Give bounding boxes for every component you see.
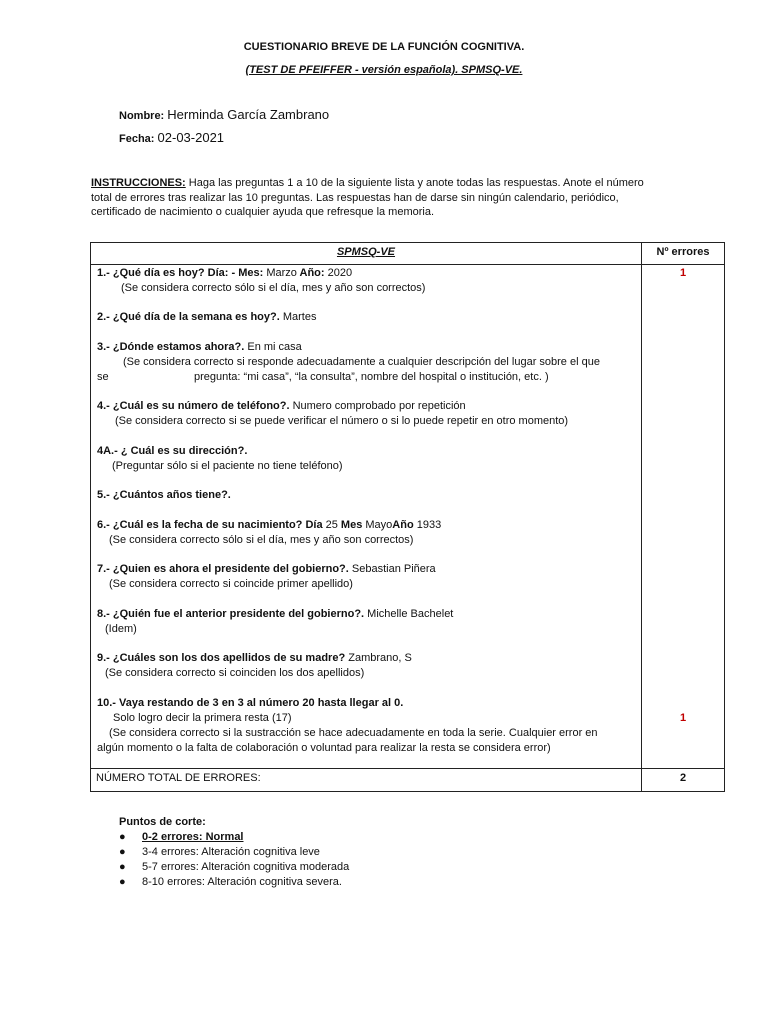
questions-cell: [91, 265, 642, 769]
question-2: 2.- ¿Qué día de la semana es hoy?. Martes: [97, 311, 317, 323]
bullet-icon: ●: [119, 846, 126, 858]
answer-8: Michelle Bachelet: [364, 608, 454, 620]
note-3-line-2b: pregunta: “mi casa”, “la consulta”, nombre del hospital o institución, etc. ): [194, 371, 549, 383]
bullet-icon: ●: [119, 861, 126, 873]
answer-9: Zambrano, S: [345, 652, 412, 664]
name-label: Nombre:: [119, 110, 165, 122]
total-errors-value: 2: [642, 769, 725, 792]
name-row: [119, 107, 329, 122]
note-9: (Se considera correcto si coinciden los dos apellidos): [105, 667, 365, 679]
answer-6-month: Mayo: [365, 519, 393, 531]
instructions: [91, 176, 691, 220]
note-7: (Se considera correcto si coincide primer apellido): [109, 578, 353, 590]
document-subtitle: (TEST DE PFEIFFER - versión española). SPMSQ-VE.: [245, 64, 523, 76]
name-value: Herminda García Zambrano: [167, 107, 330, 122]
date-label: Fecha:: [119, 133, 155, 145]
answer-3: En mi casa: [244, 341, 302, 353]
note-4a: (Preguntar sólo si el paciente no tiene teléfono): [112, 460, 343, 472]
instructions-line-3: certificado de nacimiento o cualquier ayuda que refresque la memoria.: [91, 206, 435, 218]
note-3-line-1: (Se considera correcto si responde adecuadamente a cualquier descripción del lugar sobre el que: [123, 356, 600, 368]
answer-7: Sebastian Piñera: [348, 563, 436, 575]
instructions-label: INSTRUCCIONES:: [91, 177, 186, 189]
question-4: 4.- ¿Cuál es su número de teléfono?. Numero comprobado por repetición: [97, 400, 466, 412]
spmsq-table: [90, 242, 725, 792]
question-6: 6.- ¿Cuál es la fecha de su nacimiento? Día 25 Mes MayoAño 1933: [97, 519, 442, 531]
cutoffs-title: Puntos de corte:: [119, 816, 206, 828]
total-errors-label: NÚMERO TOTAL DE ERRORES:: [91, 769, 642, 792]
cutoff-item: ● 5-7 errores: Alteración cognitiva moderada: [119, 861, 350, 873]
answer-10: Solo logro decir la primera resta (17): [113, 712, 292, 724]
instructions-line-1: Haga las preguntas 1 a 10 de la siguiente lista y anote todas las respuestas. Anote el número: [185, 177, 644, 189]
note-10-line-2: algún momento o la falta de colaboración o voluntad para realizar la resta se considera error): [97, 742, 551, 754]
questions-header: SPMSQ-VE: [91, 243, 642, 265]
errors-cell: [642, 265, 725, 769]
note-1: (Se considera correcto sólo si el día, mes y año son correctos): [121, 282, 426, 294]
date-row: [119, 130, 224, 145]
cutoff-item: ● 0-2 errores: Normal: [119, 831, 244, 843]
bullet-icon: ●: [119, 876, 126, 888]
note-3-line-2a: se: [97, 371, 109, 383]
question-10: 10.- Vaya restando de 3 en 3 al número 20 hasta llegar al 0.: [97, 697, 404, 709]
bullet-icon: ●: [119, 831, 126, 843]
question-9: 9.- ¿Cuáles son los dos apellidos de su madre? Zambrano, S: [97, 652, 412, 664]
answer-1-month: Marzo: [266, 267, 297, 279]
note-6: (Se considera correcto sólo si el día, mes y año son correctos): [109, 534, 414, 546]
note-8: (Idem): [105, 623, 137, 635]
question-1: 1.- ¿Qué día es hoy? Día: - Mes: Marzo Año: 2020: [97, 267, 353, 279]
date-value: 02-03-2021: [157, 130, 225, 145]
answer-6-day: 25: [325, 519, 338, 531]
document-title: CUESTIONARIO BREVE DE LA FUNCIÓN COGNITIVA.: [243, 41, 525, 53]
errors-q1: 1: [679, 267, 687, 279]
note-4: (Se considera correcto si se puede verificar el número o si lo puede repetir en otro momento): [115, 415, 569, 427]
cutoff-item: ● 3-4 errores: Alteración cognitiva leve: [119, 846, 320, 858]
question-7: 7.- ¿Quien es ahora el presidente del gobierno?. Sebastian Piñera: [97, 563, 436, 575]
answer-2: Martes: [279, 311, 317, 323]
answer-1-year: 2020: [327, 267, 353, 279]
errors-header: Nº errores: [642, 243, 725, 265]
question-5: 5.- ¿Cuántos años tiene?.: [97, 489, 231, 501]
cutoff-item: ● 8-10 errores: Alteración cognitiva severa.: [119, 876, 342, 888]
instructions-line-2: total de errores tras realizar las 10 preguntas. Las respuestas han de darse sin ningún calendario, periódico,: [91, 191, 619, 204]
question-8: 8.- ¿Quién fue el anterior presidente del gobierno?. Michelle Bachelet: [97, 608, 454, 620]
question-3: 3.- ¿Dónde estamos ahora?. En mi casa: [97, 341, 302, 353]
note-10-line-1: (Se considera correcto si la sustracción se hace adecuadamente en toda la serie. Cualquier error en: [109, 727, 598, 739]
errors-q10: 1: [679, 712, 687, 724]
answer-6-year: 1933: [416, 519, 442, 531]
question-4a: 4A.- ¿ Cuál es su dirección?.: [97, 445, 248, 457]
answer-4: Numero comprobado por repetición: [289, 400, 466, 412]
